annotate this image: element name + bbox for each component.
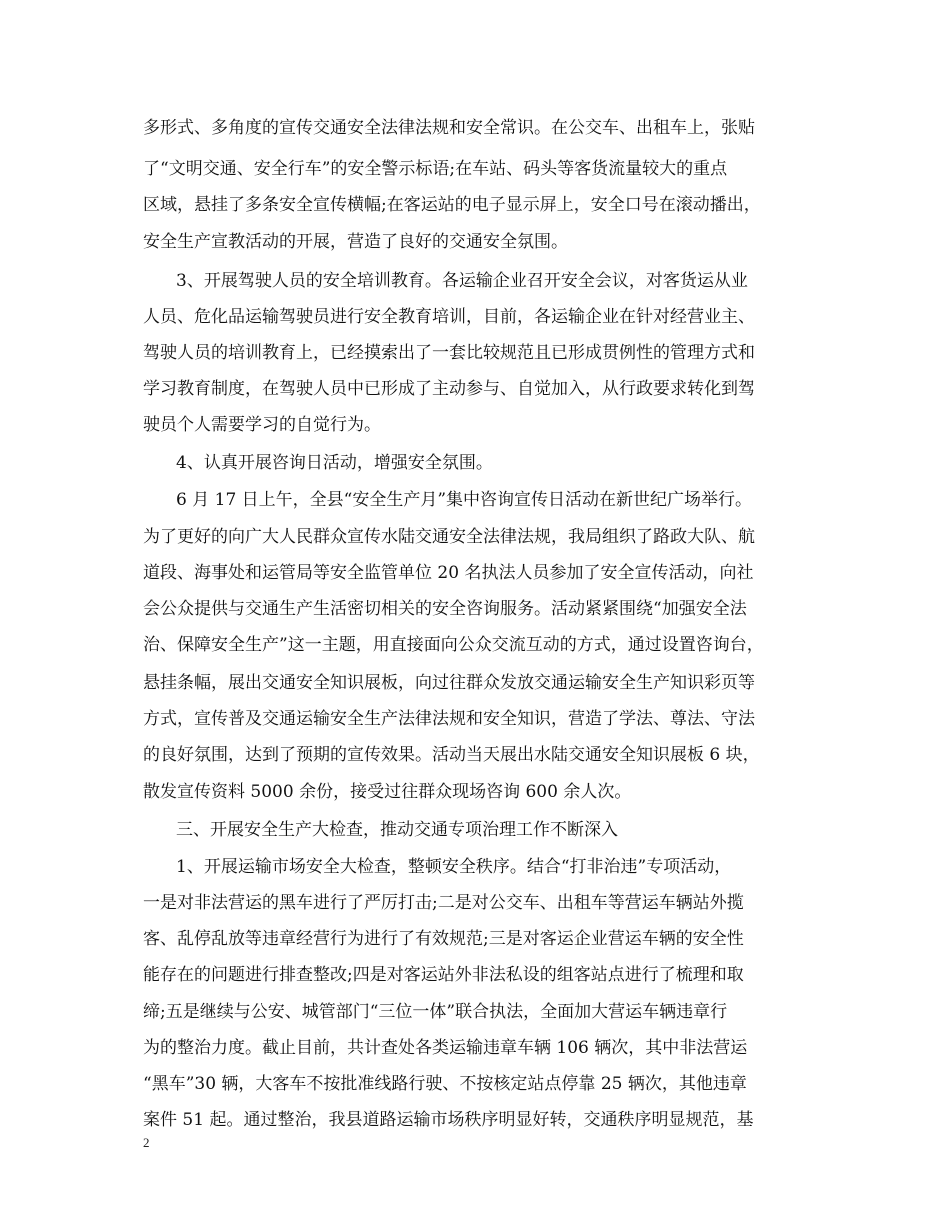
body-text-line: “黑车”30 辆，大客车不按批准线路行驶、不按核定站点停靠 25 辆次，其他违章 [143,1074,747,1094]
body-text-line: 会公众提供与交通生产生活密切相关的安全咨询服务。活动紧紧围绕“加强安全法 [143,599,747,619]
body-text-line: 方式，宣传普及交通运输安全生产法律法规和安全知识，营造了学法、尊法、守法 [143,709,755,729]
body-text-line: 悬挂条幅，展出交通安全知识展板，向过往群众发放交通运输安全生产知识彩页等 [143,673,755,693]
section-heading: 三、开展安全生产大检查，推动交通专项治理工作不断深入 [176,820,618,840]
body-text-line: 缔;五是继续与公安、城管部门“三位一体”联合执法，全面加大营运车辆违章行 [143,1002,728,1022]
body-text-line: 人员、危化品运输驾驶员进行安全教育培训，目前，各运输企业在针对经营业主、 [143,307,755,327]
body-text-line: 安全生产宣教活动的开展，营造了良好的交通安全氛围。 [143,232,568,252]
body-text-line: 学习教育制度，在驾驶人员中已形成了主动参与、自觉加入，从行政要求转化到驾 [143,379,755,399]
body-text-line: 多形式、多角度的宣传交通安全法律法规和安全常识。在公交车、出租车上，张贴 [143,118,755,138]
paragraph-first-line: 6 月 17 日上午，全县“安全生产月”集中咨询宣传日活动在新世纪广场举行。 [176,490,753,510]
body-text-line: 案件 51 起。通过整治，我县道路运输市场秩序明显好转，交通秩序明显规范，基 [143,1110,754,1130]
body-text-line: 了“文明交通、安全行车”的安全警示标语;在车站、码头等客货流量较大的重点 [143,159,728,179]
body-text-line: 客、乱停乱放等违章经营行为进行了有效规范;三是对客运企业营运车辆的安全性 [143,929,744,949]
body-text-line: 道段、海事处和运管局等安全监管单位 20 名执法人员参加了安全宣传活动，向社 [143,563,754,583]
body-text-line: 的良好氛围，达到了预期的宣传效果。活动当天展出水陆交通安全知识展板 6 块， [143,745,760,765]
body-text-line: 能存在的问题进行排查整改;四是对客运站外非法私设的组客站点进行了梳理和取 [143,965,744,985]
body-text-line: 治、保障安全生产”这一主题，用直接面向公众交流互动的方式，通过设置咨询台， [143,635,764,655]
body-text-line: 为了更好的向广大人民群众宣传水陆交通安全法律法规，我局组织了路政大队、航 [143,527,755,547]
paragraph-first-line: 3、开展驾驶人员的安全培训教育。各运输企业召开安全会议，对客货运从业 [176,271,748,291]
section-heading: 4、认真开展咨询日活动，增强安全氛围。 [176,453,493,473]
body-text-line: 驾驶人员的培训教育上，已经摸索出了一套比较规范且已形成贯例性的管理方式和 [143,343,755,363]
paragraph-first-line: 1、开展运输市场安全大检查，整顿安全秩序。结合“打非治违”专项活动， [176,857,732,877]
body-text-line: 驶员个人需要学习的自觉行为。 [143,415,381,435]
page-number: 2 [143,1135,150,1150]
body-text-line: 为的整治力度。截止目前，共计查处各类运输违章车辆 106 辆次，其中非法营运 [143,1038,748,1058]
body-text-line: 一是对非法营运的黑车进行了严厉打击;二是对公交车、出租车等营运车辆站外揽 [143,893,744,913]
body-text-line: 区域，悬挂了多条安全宣传横幅;在客运站的电子显示屏上，安全口号在滚动播出， [143,195,761,215]
body-text-line: 散发宣传资料 5000 余份，接受过往群众现场咨询 600 余人次。 [143,782,632,802]
